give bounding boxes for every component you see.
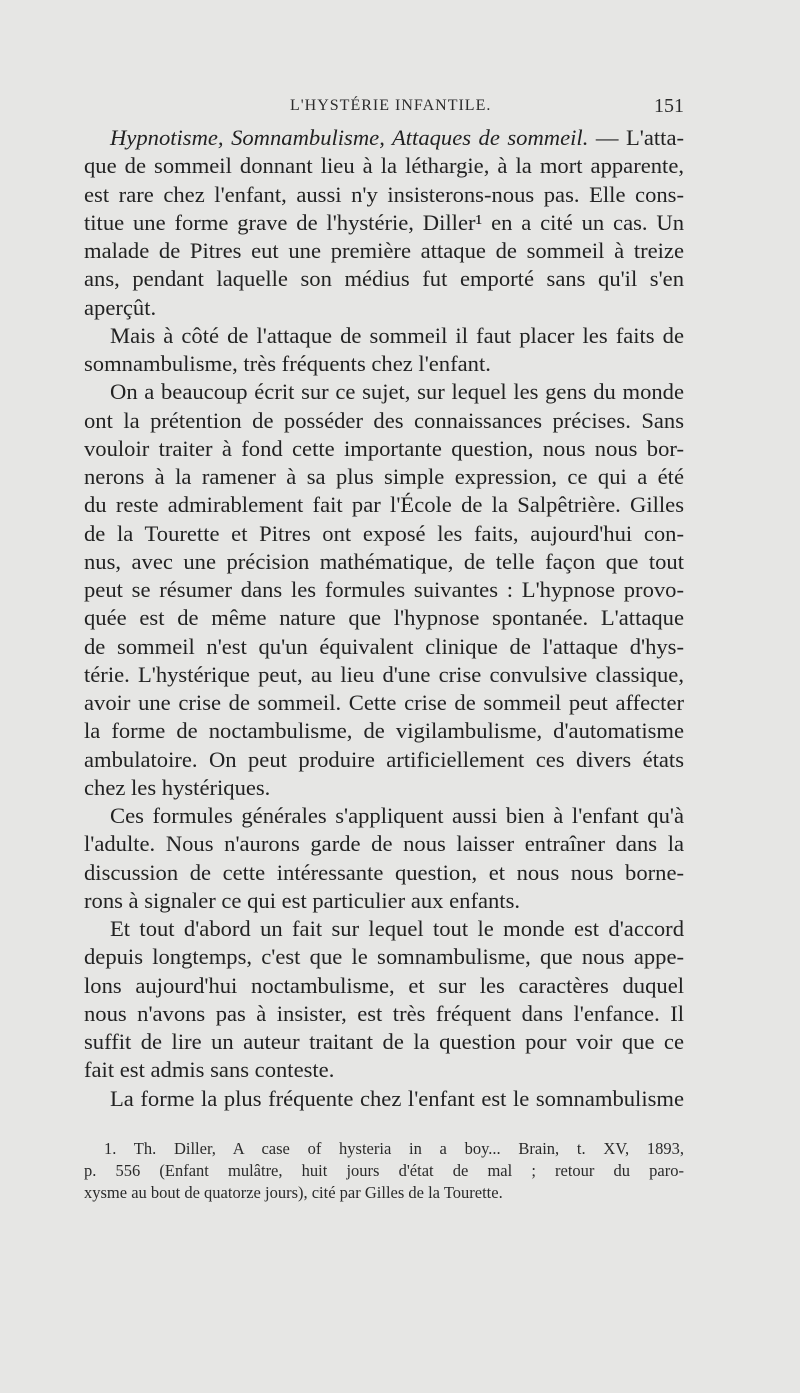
body-line: On a beaucoup écrit sur ce sujet, sur lequel les gens du monde: [110, 379, 684, 405]
body-line: ambulatoire. On peut produire artificiellement ces divers états: [84, 746, 684, 772]
footnote-line: 1. Th. Diller, A case of hysteria in a boy... Brain, t. XV, 1893,: [104, 1139, 684, 1158]
body-line: depuis longtemps, c'est que le somnambulisme, que nous appe-: [84, 944, 684, 970]
body-line: discussion de cette intéressante question, et nous nous borne-: [84, 859, 684, 885]
footnote-line: xysme au bout de quatorze jours), cité par Gilles de la Tourette.: [84, 1183, 503, 1202]
body-line: lons aujourd'hui noctambulisme, et sur les caractères duquel: [84, 972, 684, 998]
body-line: que de sommeil donnant lieu à la léthargie, à la mort apparente,: [84, 153, 684, 179]
body-line: peut se résumer dans les formules suivantes : L'hypnose provo-: [84, 577, 684, 602]
body-line: térie. L'hystérique peut, au lieu d'une crise convulsive classique,: [84, 661, 684, 687]
body-line: est rare chez l'enfant, aussi n'y insisterons-nous pas. Elle cons-: [84, 181, 684, 207]
body-line: l'adulte. Nous n'aurons garde de nous laisser entraîner dans la: [84, 831, 684, 857]
body-line: la forme de noctambulisme, de vigilambulisme, d'automatisme: [84, 718, 684, 744]
body-line: du reste admirablement fait par l'École de la Salpêtrière. Gilles: [84, 492, 684, 518]
section-heading: Hypnotisme, Somnambulisme, Attaques de sommeil.: [110, 125, 589, 150]
body-line: La forme la plus fréquente chez l'enfant est le somnambulisme: [110, 1085, 684, 1111]
body-line: quée est de même nature que l'hypnose spontanée. L'attaque: [84, 605, 684, 631]
body-line: suffit de lire un auteur traitant de la question pour voir que ce: [84, 1029, 684, 1054]
page-header: [84, 97, 684, 123]
body-text: [84, 124, 684, 1113]
running-title: L'HYSTÉRIE INFANTILE.: [290, 97, 492, 114]
body-line: rons à signaler ce qui est particulier aux enfants.: [84, 887, 521, 913]
body-line: ont la prétention de posséder des connaissances précises. Sans: [84, 407, 684, 433]
body-line: aperçût.: [84, 294, 157, 320]
body-line: nerons à la ramener à sa plus simple expression, ce qui a été: [84, 464, 684, 489]
body-line: Ces formules générales s'appliquent aussi bien à l'enfant qu'à: [110, 803, 684, 828]
body-line: avoir une crise de sommeil. Cette crise de sommeil peut affecter: [84, 690, 684, 715]
body-line: Et tout d'abord un fait sur lequel tout le monde est d'accord: [110, 916, 684, 941]
body-line: chez les hystériques.: [84, 774, 271, 800]
body-line: fait est admis sans conteste.: [84, 1057, 335, 1083]
footnote-line: p. 556 (Enfant mulâtre, huit jours d'état de mal ; retour du paro-: [84, 1161, 684, 1180]
footnotes: [84, 1138, 684, 1204]
body-line: de la Tourette et Pitres ont exposé les faits, aujourd'hui con-: [84, 520, 684, 546]
body-line: Mais à côté de l'attaque de sommeil il faut placer les faits de: [110, 322, 684, 348]
body-line: vouloir traiter à fond cette importante question, nous nous bor-: [84, 435, 684, 461]
body-line: somnambulisme, très fréquents chez l'enfant.: [84, 351, 491, 376]
body-line: Hypnotisme, Somnambulisme, Attaques de sommeil. — L'atta-: [110, 125, 684, 150]
page-number: 151: [654, 95, 684, 117]
body-line: ans, pendant laquelle son médius fut emporté sans qu'il s'en: [84, 266, 684, 292]
body-line: nous n'avons pas à insister, est très fréquent dans l'enfance. Il: [84, 1000, 684, 1026]
body-line: de sommeil n'est qu'un équivalent clinique de l'attaque d'hys-: [84, 633, 684, 659]
body-line: nus, avec une précision mathématique, de telle façon que tout: [84, 548, 684, 574]
body-line: titue une forme grave de l'hystérie, Diller¹ en a cité un cas. Un: [84, 209, 684, 235]
body-line: malade de Pitres eut une première attaque de sommeil à treize: [84, 238, 684, 263]
